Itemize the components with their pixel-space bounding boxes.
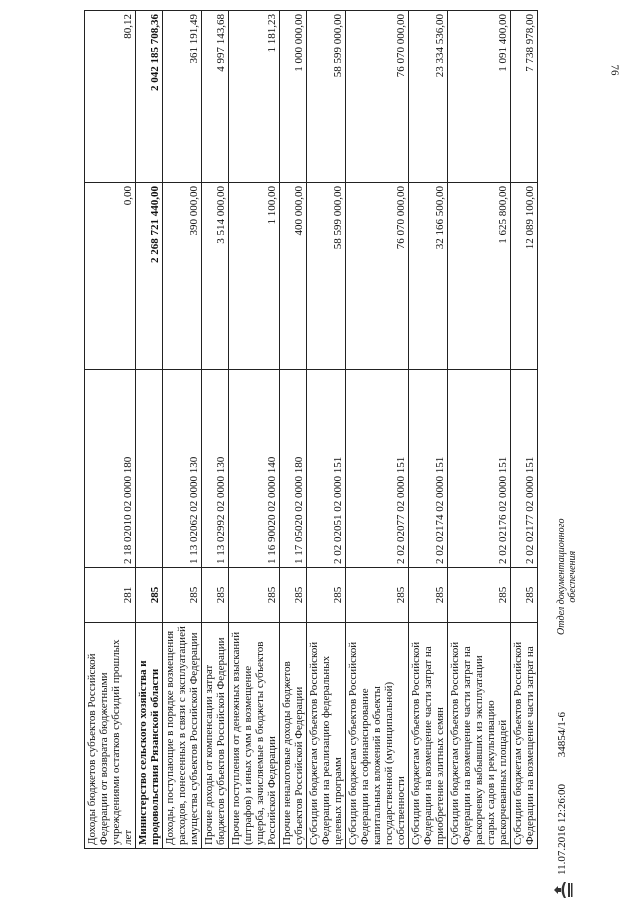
row-kbk-code: 1 16 90020 02 0000 140: [229, 370, 280, 568]
row-name: Субсидии бюджетам субъектов Российской Федерации на реализацию федеральных целевых программ: [307, 623, 346, 849]
row-kbk-code: 2 02 02051 02 0000 151: [307, 370, 346, 568]
row-kbk-code: 2 02 02077 02 0000 151: [346, 370, 409, 568]
footer-date: 11.07.2016 12:26:00: [556, 784, 568, 875]
footer-doc-id: 34854/1-6: [556, 712, 568, 758]
row-name: Субсидии бюджетам субъектов Российской Федерации на софинансирование капитальных вложений в объекты государственной (муниципальной) собственности: [346, 623, 409, 849]
row-admin-code: 285: [448, 568, 511, 623]
table-row: [511, 11, 538, 849]
row-kbk-code: [136, 370, 163, 568]
row-value-planned: 76 070 000,00: [346, 183, 409, 370]
page-number: 76: [608, 64, 621, 76]
row-value-actual: 4 997 143,68: [202, 11, 229, 183]
row-kbk-code: 2 02 02176 02 0000 151: [448, 370, 511, 568]
row-admin-code: 285: [229, 568, 280, 623]
row-value-actual: 80,12: [85, 11, 136, 183]
row-value-actual: 361 191,49: [163, 11, 202, 183]
table-row: [85, 11, 136, 849]
table-row: [163, 11, 202, 849]
stamp-line-1: Отдел документационного: [556, 518, 567, 635]
row-value-planned: 12 089 100,00: [511, 183, 538, 370]
row-admin-code: 285: [136, 568, 163, 623]
table-row: [229, 11, 280, 849]
row-admin-code: 285: [409, 568, 448, 623]
row-value-planned: 2 268 721 440,00: [136, 183, 163, 370]
footer-meta: [556, 688, 568, 875]
row-name: Прочие неналоговые доходы бюджетов субъектов Российской Федерации: [280, 623, 307, 849]
row-name: Доходы бюджетов субъектов Российской Федерации от возврата бюджетными учреждениями остатков субсидий прошлых лет: [85, 623, 136, 849]
table-row: [448, 11, 511, 849]
row-value-planned: 1 100,00: [229, 183, 280, 370]
row-name: Субсидии бюджетам субъектов Российской Федерации на возмещение части затрат на раскорчевку выбывших из эксплуатации старых садов и рекультивацию раскорчеванных площадей: [448, 623, 511, 849]
row-name: Прочие поступления от денежных взысканий (штрафов) и иных сумм в возмещение ущерба, зачисляемые в бюджеты субъектов Российской Федерации: [229, 623, 280, 849]
row-admin-code: 285: [511, 568, 538, 623]
row-value-planned: 3 514 000,00: [202, 183, 229, 370]
row-name: Доходы, поступающие в порядке возмещения расходов, понесенных в связи с эксплуатацией имущества субъектов Российской Федерации: [163, 623, 202, 849]
row-admin-code: 285: [307, 568, 346, 623]
row-value-actual: 58 599 000,00: [307, 11, 346, 183]
table-row: [307, 11, 346, 849]
table-row: [409, 11, 448, 849]
row-value-actual: 1 091 400,00: [448, 11, 511, 183]
department-stamp: [556, 518, 578, 635]
row-admin-code: 285: [346, 568, 409, 623]
row-name: Субсидии бюджетам субъектов Российской Федерации на возмещение части затрат на: [511, 623, 538, 849]
row-kbk-code: 2 02 02174 02 0000 151: [409, 370, 448, 568]
table-row: [280, 11, 307, 849]
row-admin-code: 285: [280, 568, 307, 623]
row-value-actual: 1 181,23: [229, 11, 280, 183]
row-kbk-code: 2 02 02177 02 0000 151: [511, 370, 538, 568]
row-kbk-code: 1 13 02062 02 0000 130: [163, 370, 202, 568]
row-value-planned: 32 166 500,00: [409, 183, 448, 370]
row-kbk-code: 1 13 02992 02 0000 130: [202, 370, 229, 568]
emblem-icon: [552, 879, 574, 901]
row-kbk-code: 2 18 02010 02 0000 180: [85, 370, 136, 568]
row-kbk-code: 1 17 05020 02 0000 180: [280, 370, 307, 568]
row-name: Прочие доходы от компенсации затрат бюджетов субъектов Российской Федерации: [202, 623, 229, 849]
revenue-table: [84, 10, 538, 849]
row-admin-code: 285: [202, 568, 229, 623]
row-value-actual: 23 334 536,00: [409, 11, 448, 183]
row-value-actual: 7 738 978,00: [511, 11, 538, 183]
row-name: Субсидии бюджетам субъектов Российской Федерации на возмещение части затрат на приобретение элитных семян: [409, 623, 448, 849]
table-row: [346, 11, 409, 849]
row-value-planned: 0,00: [85, 183, 136, 370]
row-admin-code: 285: [163, 568, 202, 623]
row-admin-code: 281: [85, 568, 136, 623]
row-value-actual: 76 070 000,00: [346, 11, 409, 183]
row-value-planned: 400 000,00: [280, 183, 307, 370]
row-name: Министерство сельского хозяйства и продовольствия Рязанской области: [136, 623, 163, 849]
row-value-planned: 1 625 800,00: [448, 183, 511, 370]
row-value-planned: 390 000,00: [163, 183, 202, 370]
table-row: [202, 11, 229, 849]
stamp-line-2: обеспечения: [567, 550, 578, 603]
row-value-planned: 58 599 000,00: [307, 183, 346, 370]
table-row: [136, 11, 163, 849]
table-body: [85, 11, 538, 849]
row-value-actual: 1 000 000,00: [280, 11, 307, 183]
row-value-actual: 2 042 185 708,36: [136, 11, 163, 183]
